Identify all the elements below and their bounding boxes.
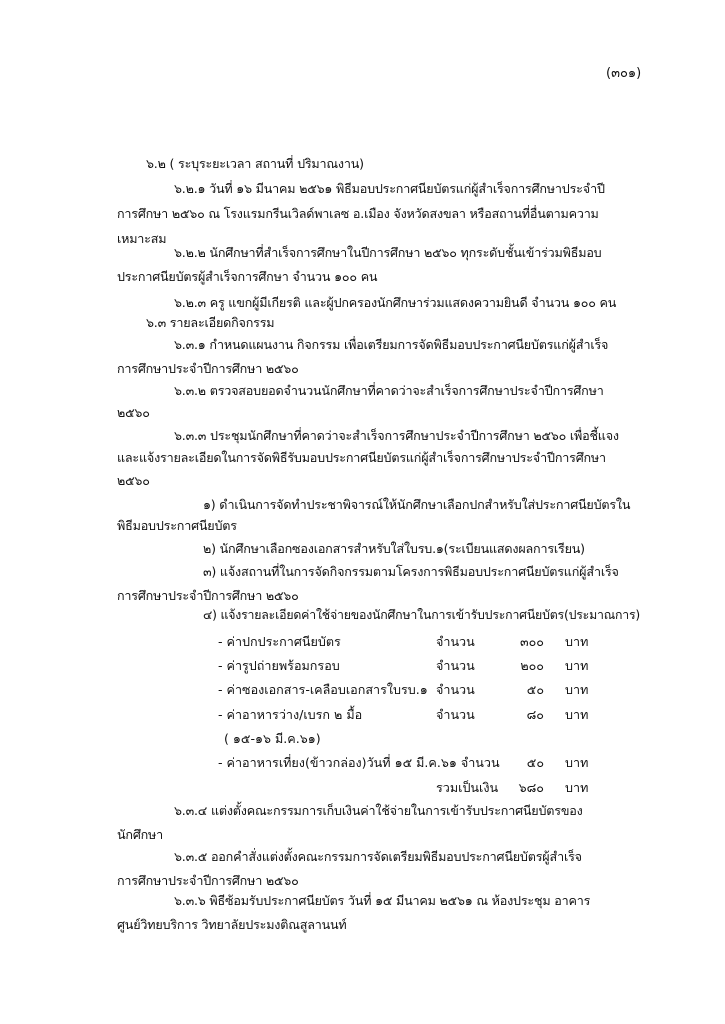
- cost-word: จำนวน: [436, 682, 475, 697]
- page-number: (๓๐๑): [606, 66, 642, 81]
- doc-line: ศูนย์วิทยบริการ วิทยาลัยประมงติณสูลานนท์: [117, 917, 347, 932]
- cost-label: - ค่ารูปถ่ายพร้อมกรอบ: [218, 658, 340, 673]
- cost-amount: ๕๐: [526, 755, 544, 770]
- doc-line: ๖.๓ รายละเอียดกิจกรรม: [146, 315, 275, 330]
- doc-line: ๒๕๖๐: [117, 473, 150, 488]
- doc-line: ๒) นักศึกษาเลือกซองเอกสารสำหรับใส่ใบรบ.๑(ระเบียนแสดงผลการเรียน): [203, 541, 585, 556]
- cost-word: จำนวน: [436, 634, 475, 649]
- cost-word: จำนวน: [436, 658, 475, 673]
- doc-line: ๖.๒.๑ วันที่ ๑๖ มีนาคม ๒๕๖๑ พิธีมอบประกาศนียบัตรแก่ผู้สำเร็จการศึกษาประจำปี: [174, 181, 605, 196]
- doc-line: ๖.๓.๒ ตรวจสอบยอดจำนวนนักศึกษาที่คาดว่าจะสำเร็จการศึกษาประจำปีการศึกษา: [174, 383, 604, 398]
- cost-amount: ๓๐๐: [520, 634, 544, 649]
- cost-unit: บาท: [565, 634, 589, 649]
- doc-line: การศึกษาประจำปีการศึกษา ๒๕๖๐: [117, 361, 299, 376]
- doc-line: ๖.๓.๔ แต่งตั้งคณะกรรมการเก็บเงินค่าใช้จ่ายในการเข้ารับประกาศนียบัตรของ: [174, 803, 583, 818]
- cost-total-label: รวมเป็นเงิน: [436, 780, 499, 795]
- cost-amount: ๘๐: [526, 707, 544, 722]
- cost-unit: บาท: [565, 682, 589, 697]
- doc-line: ๔) แจ้งรายละเอียดค่าใช้จ่ายของนักศึกษาในการเข้ารับประกาศนียบัตร(ประมาณการ): [203, 608, 641, 622]
- cost-label: ( ๑๕-๑๖ มี.ค.๖๑): [224, 731, 321, 746]
- doc-line: ๖.๓.๑ กำหนดแผนงาน กิจกรรม เพื่อเตรียมการจัดพิธีมอบประกาศนียบัตรแก่ผู้สำเร็จ: [174, 337, 609, 352]
- cost-unit: บาท: [565, 707, 589, 722]
- doc-line: และแจ้งรายละเอียดในการจัดพิธีรับมอบประกาศนียบัตรแก่ผู้สำเร็จการศึกษาประจำปีการศึกษา: [117, 450, 606, 465]
- doc-line: การศึกษาประจำปีการศึกษา ๒๕๖๐: [117, 873, 299, 888]
- doc-line: ๖.๓.๓ ประชุมนักศึกษาที่คาดว่าจะสำเร็จการศึกษาประจำปีการศึกษา ๒๕๖๐ เพื่อชี้แจง: [174, 428, 619, 443]
- doc-line: ๖.๓.๖ พิธีซ้อมรับประกาศนียบัตร วันที่ ๑๕ มีนาคม ๒๕๖๑ ณ ห้องประชุม อาคาร: [174, 893, 591, 908]
- cost-amount: ๕๐: [526, 682, 544, 697]
- doc-line: พิธีมอบประกาศนียบัตร: [117, 518, 237, 533]
- cost-total-amount: ๖๘๐: [518, 780, 544, 795]
- doc-line: นักศึกษา: [117, 827, 164, 842]
- cost-unit: บาท: [565, 755, 589, 770]
- cost-label: - ค่าซองเอกสาร-เคลือบเอกสารใบรบ.๑: [218, 682, 428, 697]
- cost-label: - ค่าอาหารเที่ยง(ข้าวกล่อง)วันที่ ๑๕ มี.ค.๖๑ จำนวน: [218, 755, 500, 770]
- doc-line: เหมาะสม: [117, 231, 167, 246]
- cost-label: - ค่าอาหารว่าง/เบรก ๒ มื้อ: [218, 707, 363, 722]
- doc-line: ๖.๓.๕ ออกคำสั่งแต่งตั้งคณะกรรมการจัดเตรียมพิธีมอบประกาศนียบัตรผู้สำเร็จ: [174, 849, 582, 864]
- doc-line: ๓) แจ้งสถานที่ในการจัดกิจกรรมตามโครงการพิธีมอบประกาศนียบัตรแก่ผู้สำเร็จ: [203, 564, 619, 579]
- doc-line: ๖.๒.๒ นักศึกษาที่สำเร็จการศึกษาในปีการศึกษา ๒๕๖๐ ทุกระดับชั้นเข้าร่วมพิธีมอบ: [174, 245, 602, 260]
- doc-line: การศึกษาประจำปีการศึกษา ๒๕๖๐: [117, 588, 299, 603]
- doc-line: การศึกษา ๒๕๖๐ ณ โรงแรมกรีนเวิลด์พาเลซ อ.เมือง จังหวัดสงขลา หรือสถานที่อื่นตามความ: [117, 206, 599, 221]
- cost-word: จำนวน: [436, 707, 475, 722]
- cost-amount: ๒๐๐: [520, 658, 544, 673]
- cost-unit: บาท: [565, 658, 589, 673]
- cost-total-unit: บาท: [565, 780, 589, 795]
- doc-line: ๒๕๖๐: [117, 405, 150, 420]
- doc-line: ๖.๒ ( ระบุระยะเวลา สถานที่ ปริมาณงาน): [146, 156, 364, 171]
- doc-line: ประกาศนียบัตรผู้สำเร็จการศึกษา จำนวน ๑๐๐ คน: [117, 269, 378, 284]
- doc-line: ๑) ดำเนินการจัดทำประชาพิจารณ์ให้นักศึกษาเลือกปกสำหรับใส่ประกาศนียบัตรใน: [203, 497, 631, 512]
- cost-label: - ค่าปกประกาศนียบัตร: [218, 634, 341, 649]
- doc-line: ๖.๒.๓ ครู แขกผู้มีเกียรติ และผู้ปกครองนักศึกษาร่วมแสดงความยินดี จำนวน ๑๐๐ คน: [174, 295, 617, 310]
